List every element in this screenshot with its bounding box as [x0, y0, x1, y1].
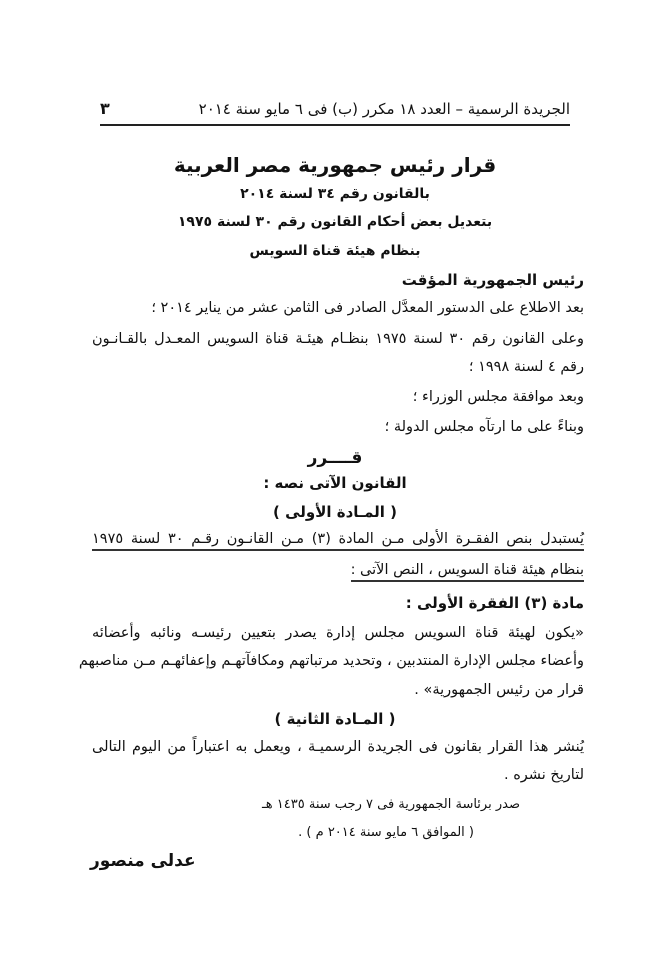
preamble-line: بعد الاطلاع على الدستور المعدَّل الصادر فى الثامن عشر من يناير ٢٠١٤ ؛: [151, 300, 584, 316]
law-text-intro: القانون الآتى نصه :: [263, 474, 407, 492]
preamble-line: وبناءً على ما ارتآه مجلس الدولة ؛: [384, 419, 584, 435]
article-one-heading: ( المـادة الأولى ): [273, 503, 397, 521]
signature: عدلى منصور: [90, 851, 196, 871]
system-subtitle: بنظام هيئة قناة السويس: [249, 243, 421, 259]
clause-heading: مادة (٣) الفقرة الأولى :: [405, 594, 584, 612]
law-number: بالقانون رقم ٣٤ لسنة ٢٠١٤: [240, 186, 430, 202]
issued-date: صدر برئاسة الجمهورية فى ٧ رجب سنة ١٤٣٥ هـ: [262, 797, 520, 812]
decree-title: قرار رئيس جمهورية مصر العربية: [173, 153, 497, 177]
clause-line: قرار من رئيس الجمهورية» .: [414, 682, 584, 698]
article-one-line: بنظام هيئة قناة السويس ، النص الآتى :: [351, 562, 584, 582]
decided-heading: قــــرر: [307, 448, 363, 468]
article-two-line: لتاريخ نشره .: [503, 767, 584, 783]
clause-line: «يكون لهيئة قناة السويس مجلس إدارة يصدر بتعيين رئيسـه ونائبه وأعضائه: [92, 625, 584, 641]
preamble-line: وبعد موافقة مجلس الوزراء ؛: [412, 389, 584, 405]
corresponding-date: ( الموافق ٦ مايو سنة ٢٠١٤ م ) .: [298, 825, 474, 840]
article-one-line: يُستبدل بنص الفقـرة الأولى مـن المادة (٣) مـن القانـون رقـم ٣٠ لسنة ١٩٧٥: [92, 531, 584, 551]
page-header: [100, 99, 570, 126]
article-two-heading: ( المـادة الثانية ): [274, 710, 396, 728]
header-text: الجريدة الرسمية – العدد ١٨ مكرر (ب) فى ٦ مايو سنة ٢٠١٤: [198, 99, 570, 118]
article-two-line: يُنشر هذا القرار بقانون فى الجريدة الرسميـة ، ويعمل به اعتباراً من اليوم التالى: [92, 739, 584, 755]
page-number: ٣: [100, 99, 110, 118]
preamble-line: وعلى القانون رقم ٣٠ لسنة ١٩٧٥ بنظـام هيئـة قناة السويس المعـدل بالقـانـون: [92, 331, 584, 347]
clause-line: وأعضاء مجلس الإدارة المنتدبين ، وتحديد مرتباتهم ومكافآتهـم وإعفائهـم مـن مناصبهم: [78, 653, 584, 669]
preamble-line: رقم ٤ لسنة ١٩٩٨ ؛: [468, 359, 584, 375]
amendment-subtitle: بتعديل بعض أحكام القانون رقم ٣٠ لسنة ١٩٧٥: [177, 214, 493, 230]
issuer-heading: رئيس الجمهورية المؤقت: [401, 271, 584, 289]
